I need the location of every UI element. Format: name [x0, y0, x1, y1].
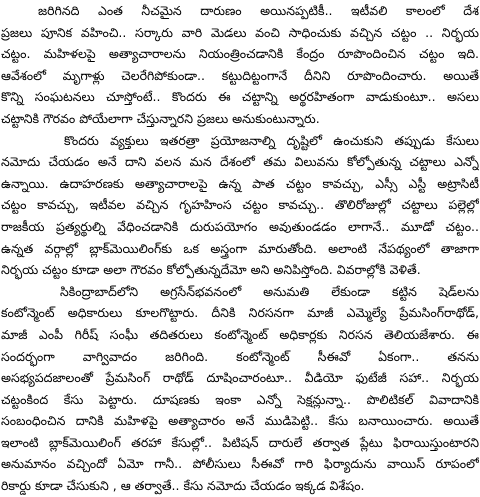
text-line: కంటోన్మెంట్ అధికారులు కూలగొట్టారు. దీనికి నిరసనగా మాజీ ఎమ్మెల్యే ప్రేమసింగ్‌రాథోడ్, [1, 305, 479, 321]
text-line: కొందరు వ్యక్తులు ఇతరత్రా ప్రయోజనాల్ని దృష్టిలో ఉంచుకుని తప్పుడు కేసులు [64, 132, 479, 148]
text-line: జరిగినది ఎంత నీచమైన దారుణం అయినప్పటికీ.. ఇటీవలి కాలంలో దేశ [38, 3, 479, 18]
text-line: చట్టంకింద కేసు పెట్టారు. దూషణకు ఇంకా ఎన్నో సెక్షన్లున్నా.. పొలిటికల్ వివాదానికి [1, 391, 479, 407]
text-line: నమోదు చేయడం అనే దాని వలన మన దేశంలో తమ విలువను కోల్పోతున్న చట్టాలు ఎన్నో [1, 154, 479, 170]
text-line: నిర్భయ చట్టం కూడా అలా గౌరవం కోల్పోతున్నదేమో అని అనిపిస్తోంది. వివరాల్లోకి వెళితే. [1, 262, 421, 278]
text-line: అసభ్యపదజాలంతో ప్రేమసింగ్ రాథోడ్ దూషించారంటూ.. వీడియో ఫుటేజీ సహా.. నిర్భయ [1, 370, 479, 386]
text-line: ఉన్నాయి. ఉదాహరణకు అత్యాచారాలపై ఉన్న పాత చట్టం కావచ్చు, ఎస్సీ ఎస్టీ అట్రాసిటీ [1, 175, 479, 191]
paragraph-2 [1, 130, 479, 281]
text-line: చట్టానికి గౌరవం పోయేలాగా చేస్తున్నారని ప్రజలు అనుకుంటున్నారు. [1, 110, 320, 126]
paragraph-1 [1, 0, 479, 130]
text-line: చట్టం. మహిళలపై అత్యాచారాలను నియంత్రించడానికి కేంద్రం రూపొందించిన చట్టం ఇది. [1, 46, 479, 62]
text-line: ఆవేశంలో మృగాళ్లు చెలరేగిపోకుండా.. కట్టుదిట్టంగానే దీనిని రూపొందించారు. అయితే [1, 67, 479, 83]
text-line: చట్టం కావచ్చు, ఇటీవల వచ్చిన గృహహింస చట్టం కావచ్చు.. తొలిరోజుల్లో చట్టాలు పల్లెల్లో [1, 197, 479, 213]
text-line: కొన్ని సంఘటనలు చూస్తోంటే.. కొందరు ఈ చట్టాన్ని అర్థరహితంగా వాడుకుంటూ.. అసలు [1, 89, 479, 105]
text-line: సికింద్రాబాద్‌లోని అగ్రసేన్‌భవనంలో అనుమతి లేకుండా కట్టిన షెడ్‌లను [60, 283, 479, 299]
text-line: ఉన్నత వర్గాల్లో బ్లాక్‌మెయిలింగ్‌కు ఒక అస్త్రంగా మారుతోంది. అలాంటి నేపథ్యంలో తాజాగా [1, 240, 479, 256]
text-line: సంబంధించిన దానికి మహిళపై అత్యాచారం అనే ముడిపెట్టి.. కేసు బనాయించారు. అయితే [1, 413, 479, 429]
text-line: సందర్భంగా వాగ్వివాదం జరిగింది. కంటోన్మెంట్ సీఈవో ఏకంగా.. తనను [1, 348, 479, 364]
text-line: అనుమానం వచ్చిందో ఏమో గానీ.. పోలీసులు సీఈవో గారి ఫిర్యాదును వాయిస్ రూపంలో [1, 456, 479, 472]
text-line: రాజకీయ ప్రత్యర్థుల్ని వేధించడానికి దురుపయోగం అవుతుండడం లాగానే.. మూడో చట్టం.. [1, 218, 479, 234]
text-line: ఇలాంటి బ్లాక్‌మెయిలింగ్ తరహా కేసుల్లో.. పిటిషన్ దారులే తర్వాత ప్లేటు ఫిరాయిస్తుంటారని [1, 434, 479, 450]
text-line: ప్రజలు పూనిక వహించి.. సర్కారు వారి మెడలు వంచి సాధించుకు వచ్చిన చట్టం .. నిర్భయ [1, 24, 479, 40]
paragraph-3 [1, 281, 479, 497]
text-line: రికార్డు కూడా చేసుకుని , ఆ తర్వాతే.. కేసు నమోదు చేయడం ఇక్కడ విశేషం. [1, 478, 365, 494]
text-line: మాజీ ఎంపీ గిరీష్ సంఘీ తదితరులు కంటోన్మెంట్ అధికార్లకు నిరసన తెలియజేశారు. ఈ [1, 326, 479, 342]
